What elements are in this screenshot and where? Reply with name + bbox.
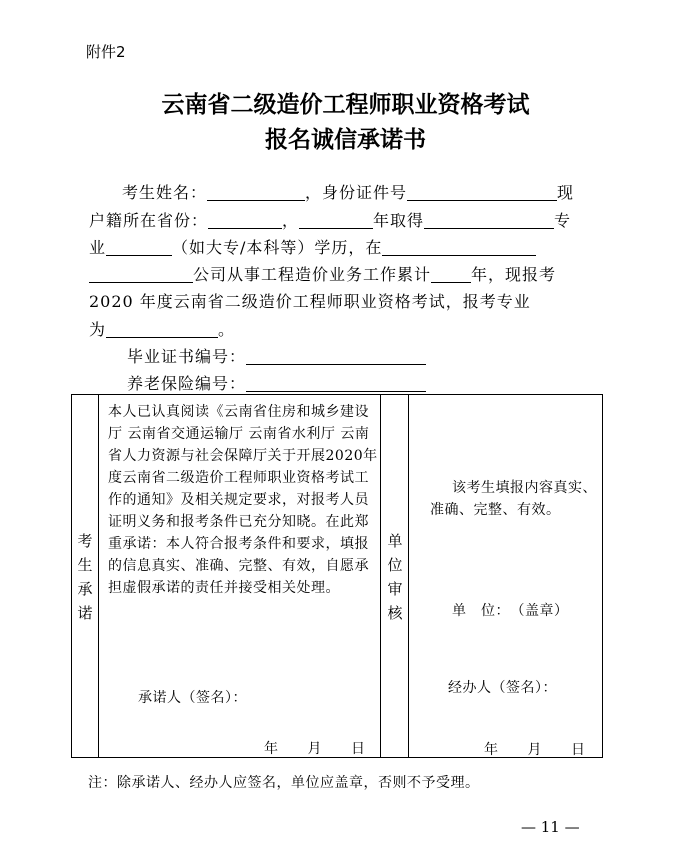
pledge-date: 年 月 日	[264, 741, 366, 757]
form-line-5	[89, 289, 531, 312]
year-text: 年，现报考	[471, 265, 557, 284]
table-divider	[98, 395, 99, 757]
year-label: 年取得	[373, 211, 425, 230]
review-statement-line-1: 该考生填报内容真实、	[452, 480, 597, 496]
form-line-2	[89, 208, 571, 231]
major-label-2: 业	[89, 238, 107, 257]
province-field[interactable]	[208, 212, 282, 229]
major-label-1: 专	[554, 211, 572, 230]
degree-note: （如大专/本科等）学历，在	[172, 238, 383, 257]
for-label: 为	[89, 320, 107, 339]
unit-review-header: 单位审核	[387, 532, 403, 622]
pension-label: 养老保险编号：	[127, 374, 247, 393]
pledger-signature-label: 承诺人（签名）：	[138, 690, 247, 706]
unit-seal-label: 单 位： （盖章）	[452, 603, 569, 619]
form-line-4	[89, 262, 556, 285]
page-number: — 11 —	[521, 818, 580, 836]
handler-signature-label: 经办人（签名）：	[448, 680, 557, 696]
household-label: 户籍所在省份：	[89, 211, 209, 230]
document-title: 云南省二级造价工程师职业资格考试	[161, 91, 530, 118]
form-line-8	[127, 371, 426, 394]
exam-text: 2020 年度云南省二级造价工程师职业资格考试，报考专业	[89, 292, 531, 311]
location-field[interactable]	[382, 239, 536, 256]
document-subtitle: 报名诚信承诺书	[265, 126, 426, 153]
period: 。	[218, 320, 236, 339]
id-label: ，身份证件号	[305, 183, 408, 202]
pledge-text: 本人已认真阅读《云南省住房和城乡建设厅 云南省交通运输厅 云南省水利厅 云南省人力资源与社会保障厅关于开展2020年度云南省二级造价工程师职业资格考试工作的通知》及相关规定要求，对报考人员证明义务和报考条件已充分知晓。在此郑重承诺：本人符合报考条件和要求，填报的信息真实、准确、完整、有效，自愿承担虚假承诺的责任并接受相关处理。	[108, 404, 378, 596]
form-line-1	[122, 180, 574, 203]
company-text: 公司从事工程造价业务工作累计	[193, 265, 432, 284]
exam-major-field[interactable]	[106, 321, 218, 338]
name-label: 考生姓名：	[122, 183, 208, 202]
attachment-label: 附件2	[86, 43, 126, 61]
diploma-number-field[interactable]	[246, 348, 426, 365]
diploma-label: 毕业证书编号：	[127, 347, 247, 366]
footnote: 注：除承诺人、经办人应签名，单位应盖章，否则不予受理。	[88, 775, 480, 791]
pledge-table	[71, 394, 603, 758]
institution-field[interactable]	[424, 212, 554, 229]
form-line-3	[89, 235, 536, 258]
major-field[interactable]	[106, 239, 172, 256]
year-field[interactable]	[299, 212, 373, 229]
years-worked-field[interactable]	[431, 266, 471, 283]
now-label: 现	[557, 183, 575, 202]
comma: ，	[282, 211, 300, 230]
form-line-7	[127, 344, 426, 367]
review-statement-line-2: 准确、完整、有效。	[430, 502, 561, 518]
review-date: 年 月 日	[484, 742, 586, 758]
table-divider	[408, 395, 409, 757]
id-number-field[interactable]	[407, 184, 557, 201]
name-field[interactable]	[207, 184, 305, 201]
pension-number-field[interactable]	[246, 375, 426, 392]
candidate-pledge-header: 考生承诺	[77, 532, 93, 622]
company-field[interactable]	[89, 266, 193, 283]
form-line-6	[89, 317, 235, 340]
